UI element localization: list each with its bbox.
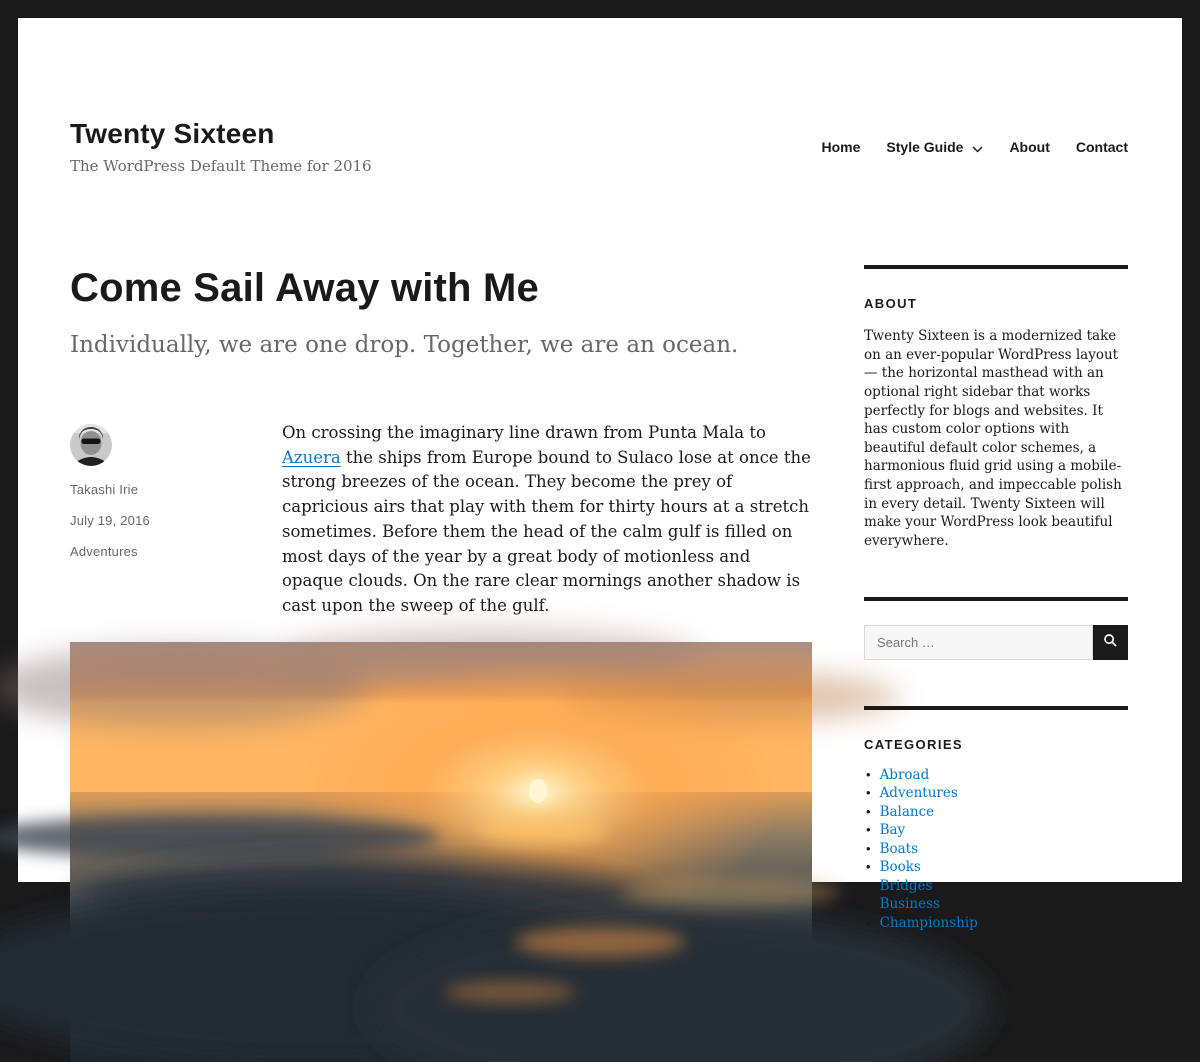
primary-nav (822, 138, 1129, 156)
site-branding (70, 118, 372, 175)
body-text: On crossing the imaginary line drawn from Punta Mala to (282, 422, 766, 442)
search-form (864, 625, 1128, 660)
category-list-item (864, 914, 1128, 933)
post-article (70, 265, 812, 1062)
category-link-bridges[interactable]: • Bridges (879, 877, 933, 894)
category-link-books[interactable]: • Books (879, 859, 921, 875)
main-content (18, 265, 1182, 1062)
about-widget-title: ABOUT (864, 296, 918, 311)
post-excerpt: Individually, we are one drop. Together, we are an ocean. (70, 332, 739, 358)
author-avatar[interactable] (70, 424, 112, 466)
site-description: The WordPress Default Theme for 2016 (70, 157, 372, 175)
category-link-bay[interactable]: • Bay (879, 822, 906, 838)
category-link-abroad[interactable]: • Abroad (879, 766, 930, 783)
nav-item-label: About (1009, 138, 1050, 155)
category-link-business[interactable]: • Business (879, 896, 940, 912)
post-body (282, 421, 812, 619)
author-link[interactable]: Takashi Irie (70, 481, 139, 497)
masthead (18, 18, 1182, 175)
nav-item-label: Contact (1075, 138, 1128, 155)
categories-widget-title: CATEGORIES (864, 736, 963, 752)
about-widget-text: Twenty Sixteen is a modernized take on an ever-popular WordPress layout — the horizontal masthead with an optional right sidebar that works perfectly for blogs and websites. It has custom color options with beautiful default color schemes, a harmonious fluid grid using a mobile-first approach, and impeccable polish in every detail. Twenty Sixteen will make your WordPress look beautiful everywhere. (864, 328, 1122, 549)
post-date-link[interactable]: July 19, 2016 (70, 512, 150, 528)
nav-item-label: Home (821, 138, 861, 155)
azuera-link[interactable]: Azuera (282, 447, 341, 467)
nav-item-home[interactable] (822, 139, 861, 155)
category-list-item (864, 803, 1128, 822)
nav-item-about[interactable] (1009, 139, 1049, 155)
nav-item-style-guide[interactable] (886, 138, 983, 156)
category-list-item (864, 784, 1128, 803)
post-category-link[interactable]: Adventures (70, 543, 138, 559)
sidebar (864, 265, 1128, 932)
sidebar-divider (864, 597, 1128, 601)
nav-item-label: Style Guide (886, 138, 964, 155)
category-list-item (864, 840, 1128, 859)
body-text: the ships from Europe bound to Sulaco lose at once the strong breezes of the ocean. They become the prey of capricious airs that play with them for thirty hours at a stretch sometimes. Before them the head of the calm gulf is filled on most days of the year by a great body of motionless and opaque clouds. On the rare clear mornings another shadow is cast upon the sweep of the gulf. (282, 447, 811, 616)
category-list-item (864, 877, 1128, 896)
category-list-item (864, 895, 1128, 914)
sidebar-divider (864, 706, 1128, 710)
post-content-row (70, 421, 812, 619)
nav-item-contact[interactable] (1076, 139, 1128, 155)
site-page (18, 18, 1182, 931)
search-icon (1103, 633, 1118, 651)
category-list (864, 766, 1128, 933)
category-list-item (864, 821, 1128, 840)
category-link-adventures[interactable]: • Adventures (879, 785, 958, 801)
category-list-item (864, 766, 1128, 785)
search-input[interactable] (864, 625, 1093, 660)
post-meta (70, 424, 270, 559)
sidebar-divider (864, 265, 1128, 269)
featured-image (70, 642, 812, 1062)
post-paragraph (282, 421, 812, 619)
site-title-link[interactable]: Twenty Sixteen (70, 118, 275, 149)
chevron-down-icon[interactable] (972, 140, 983, 156)
search-button[interactable] (1093, 625, 1128, 660)
category-list-item (864, 858, 1128, 877)
post-title: Come Sail Away with Me (70, 266, 539, 310)
category-link-balance[interactable]: • Balance (879, 803, 935, 820)
category-link-boats[interactable]: • Boats (879, 840, 919, 857)
category-link-championship[interactable]: • Championship (879, 914, 978, 931)
